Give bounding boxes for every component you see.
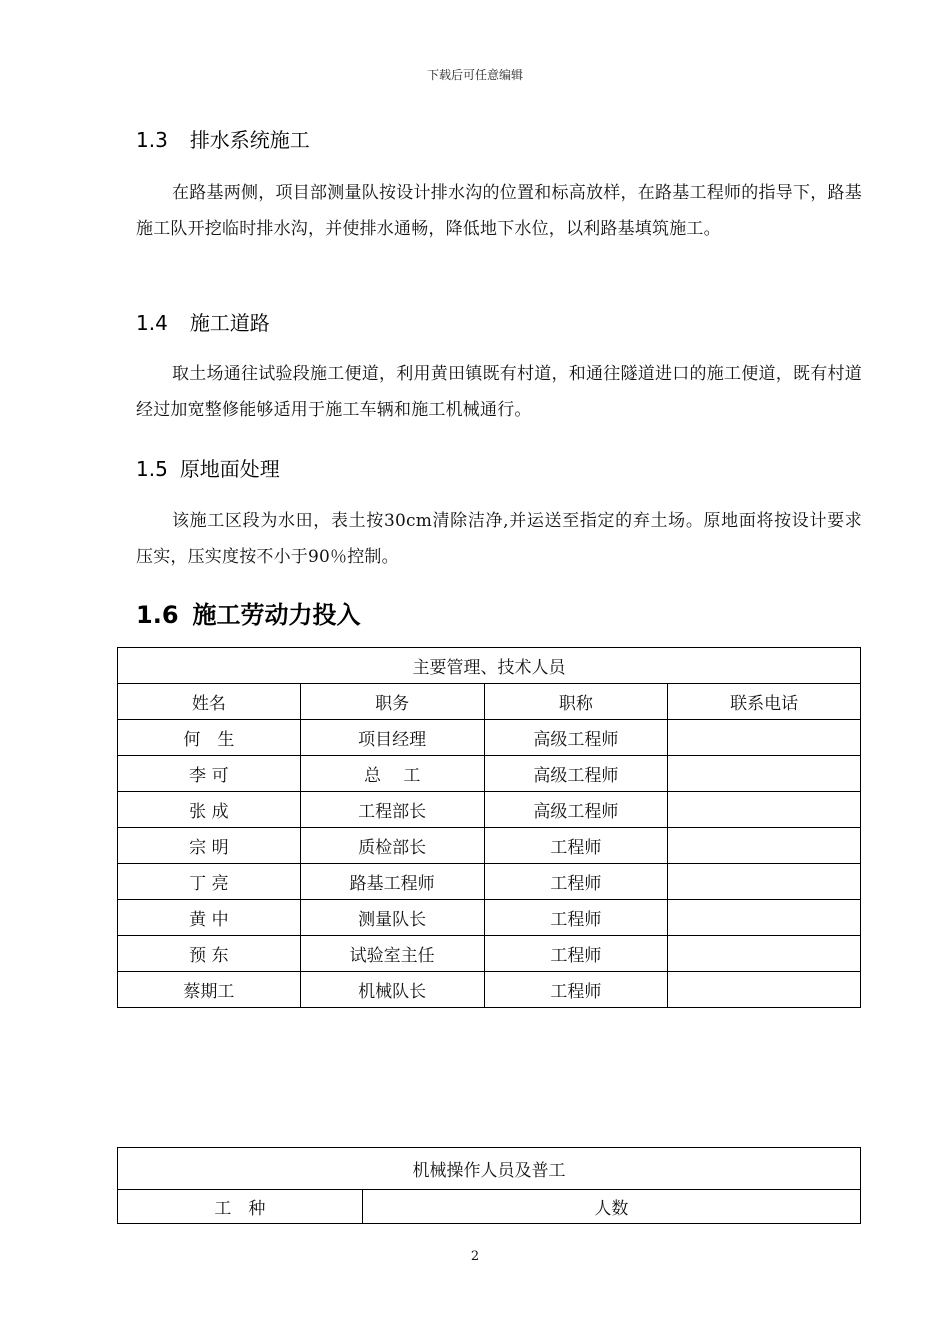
column-header: 职务 [300,684,484,720]
worker-table [117,1147,861,1224]
phone-cell [668,864,861,900]
staff-table [117,647,861,1008]
table-row [118,864,861,900]
position-cell: 机械队长 [300,972,484,1008]
table-title-row [118,1148,861,1190]
title-cell: 工程师 [484,864,668,900]
column-header: 工 种 [118,1190,363,1224]
table-row [118,900,861,936]
section-number: 1.6 [136,601,179,629]
column-header: 姓名 [118,684,301,720]
table-row [118,972,861,1008]
section-heading-1-6 [136,595,361,630]
section-number: 1.5 [136,457,168,481]
section-title: 原地面处理 [179,457,280,481]
title-cell: 高级工程师 [484,792,668,828]
name-cell: 宗 明 [118,828,301,864]
column-header: 人数 [362,1190,860,1224]
page-number: 2 [470,1249,480,1264]
table-title: 机械操作人员及普工 [118,1148,861,1190]
phone-cell [668,972,861,1008]
table-title: 主要管理、技术人员 [118,648,861,684]
name-cell: 蔡期工 [118,972,301,1008]
table-title-row [118,648,861,684]
name-cell: 黄 中 [118,900,301,936]
name-cell: 预 东 [118,936,301,972]
name-cell: 何 生 [118,720,301,756]
table-row [118,936,861,972]
phone-cell [668,828,861,864]
table-row [118,792,861,828]
phone-cell [668,900,861,936]
section-heading-1-3 [136,124,310,153]
section-body-1-4: 取土场通往试验段施工便道，利用黄田镇既有村道，和通往隧道进口的施工便道，既有村道经过加宽整修能够适用于施工车辆和施工机械通行。 [136,364,862,420]
section-number: 1.4 [136,311,168,335]
table-header-row [118,684,861,720]
section-title: 施工劳动力投入 [192,601,361,629]
title-cell: 工程师 [484,828,668,864]
position-cell: 总 工 [300,756,484,792]
title-cell: 工程师 [484,936,668,972]
column-header: 职称 [484,684,668,720]
section-heading-1-5 [136,453,280,482]
column-header: 联系电话 [668,684,861,720]
position-cell: 工程部长 [300,792,484,828]
section-body-1-5: 该施工区段为水田，表土按30cm清除洁净,并运送至指定的弃土场。原地面将按设计要求压实，压实度按不小于90％控制。 [136,511,862,567]
position-cell: 质检部长 [300,828,484,864]
table-row [118,720,861,756]
table-header-row [118,1190,861,1224]
name-cell: 丁 亮 [118,864,301,900]
section-number: 1.3 [136,128,168,152]
position-cell: 路基工程师 [300,864,484,900]
table-row [118,828,861,864]
name-cell: 李 可 [118,756,301,792]
phone-cell [668,720,861,756]
phone-cell [668,756,861,792]
phone-cell [668,792,861,828]
position-cell: 测量队长 [300,900,484,936]
table-row [118,756,861,792]
name-cell: 张 成 [118,792,301,828]
title-cell: 工程师 [484,900,668,936]
phone-cell [668,936,861,972]
section-title: 排水系统施工 [189,128,310,152]
position-cell: 试验室主任 [300,936,484,972]
section-title: 施工道路 [189,311,270,335]
page-header: 下载后可任意编辑 [426,68,523,82]
section-heading-1-4 [136,307,270,336]
section-body-1-3: 在路基两侧，项目部测量队按设计排水沟的位置和标高放样，在路基工程师的指导下，路基施工队开挖临时排水沟，并使排水通畅，降低地下水位，以利路基填筑施工。 [136,183,862,239]
title-cell: 高级工程师 [484,720,668,756]
title-cell: 高级工程师 [484,756,668,792]
title-cell: 工程师 [484,972,668,1008]
position-cell: 项目经理 [300,720,484,756]
